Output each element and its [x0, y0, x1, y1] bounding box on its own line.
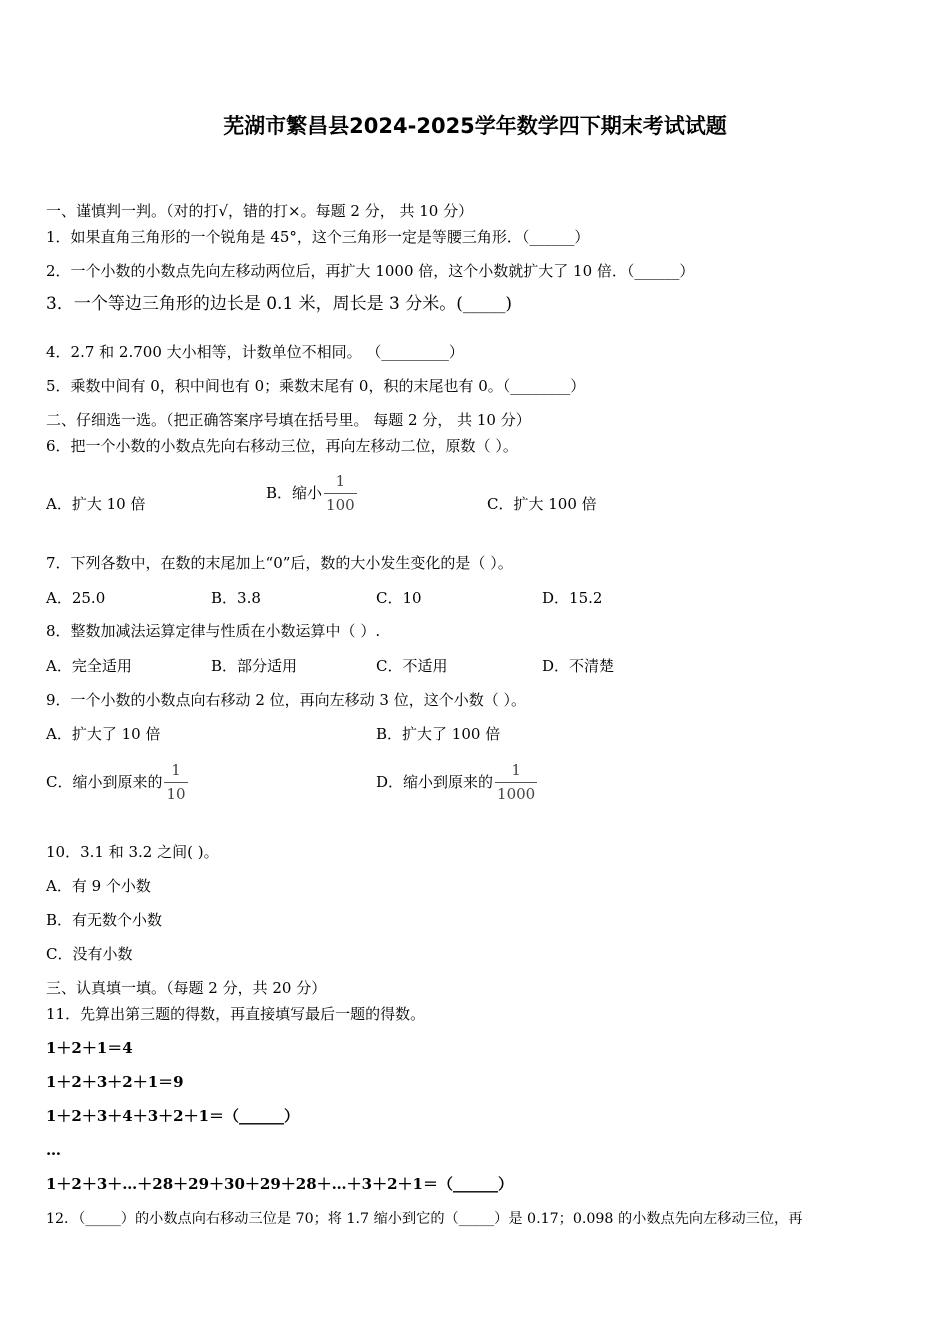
q10-option-b: B．有无数个小数	[46, 911, 163, 929]
fraction-denominator: 1000	[495, 782, 537, 804]
question-4: 4．2.7 和 2.700 大小相等，计数单位不相同。 （_________）	[46, 343, 464, 361]
q6-option-b	[266, 469, 357, 517]
q7-option-c: C．10	[376, 589, 422, 607]
q11-line-1: 1＋2＋1＝4	[46, 1039, 133, 1057]
q10-option-c: C．没有小数	[46, 945, 133, 963]
question-12: 12．（_____）的小数点向右移动三位是 70；将 1.7 缩小到它的（_____）是 0.17；0.098 的小数点先向左移动三位，再	[46, 1211, 803, 1227]
fraction-denominator: 100	[324, 493, 357, 515]
q9-option-b: B．扩大了 100 倍	[376, 725, 501, 743]
question-8: 8．整数加减法运算定律与性质在小数运算中（ ）.	[46, 622, 381, 640]
fraction-numerator: 1	[335, 471, 346, 490]
q6-option-c: C．扩大 100 倍	[487, 495, 597, 513]
q9-option-d	[376, 758, 537, 806]
fraction-numerator: 1	[511, 760, 521, 779]
q8-option-b: B．部分适用	[211, 657, 298, 675]
fraction-denominator: 10	[164, 782, 187, 804]
fraction	[164, 761, 187, 804]
q9-option-c-label: C．缩小到原来的	[46, 773, 163, 791]
question-11: 11．先算出第三题的得数，再直接填写最后一题的得数。	[46, 1005, 426, 1023]
q9-option-a: A．扩大了 10 倍	[46, 725, 161, 743]
q10-option-a: A．有 9 个小数	[46, 877, 151, 895]
q9-option-d-label: D．缩小到原来的	[376, 773, 494, 791]
question-2: 2．一个小数的小数点先向左移动两位后，再扩大 1000 倍，这个小数就扩大了 10 倍．（______）	[46, 262, 695, 280]
q8-option-c: C．不适用	[376, 657, 448, 675]
q11-line-3: 1＋2＋3＋4＋3＋2＋1＝（______）	[46, 1107, 300, 1125]
question-10: 10．3.1 和 3.2 之间( )。	[46, 843, 219, 861]
question-1: 1．如果直角三角形的一个锐角是 45°，这个三角形一定是等腰三角形．（______）	[46, 228, 590, 246]
q6-option-a: A．扩大 10 倍	[46, 495, 146, 513]
page-title: 芜湖市繁昌县2024-2025学年数学四下期末考试试题	[223, 114, 727, 138]
q7-option-b: B．3.8	[211, 589, 261, 607]
question-7: 7．下列各数中，在数的末尾加上“0”后，数的大小发生变化的是（ ）。	[46, 554, 513, 572]
q7-option-d: D．15.2	[542, 589, 603, 607]
q8-option-d: D．不清楚	[542, 657, 615, 675]
fraction	[324, 472, 357, 515]
q11-line-5: 1＋2＋3＋…＋28＋29＋30＋29＋28＋…＋3＋2＋1＝（______）	[46, 1175, 513, 1193]
section-heading-1: 一、谨慎判一判。（对的打√，错的打×。每题 2 分， 共 10 分）	[46, 202, 474, 220]
q11-line-2: 1＋2＋3＋2＋1＝9	[46, 1073, 184, 1091]
fraction-numerator: 1	[171, 760, 181, 779]
q6-option-b-label: B．缩小	[266, 484, 323, 502]
question-9: 9．一个小数的小数点向右移动 2 位，再向左移动 3 位，这个小数（ ）。	[46, 691, 526, 709]
question-6: 6．把一个小数的小数点先向右移动三位，再向左移动二位，原数（ ）。	[46, 437, 518, 455]
q7-option-a: A．25.0	[46, 589, 106, 607]
question-5: 5．乘数中间有 0，积中间也有 0；乘数末尾有 0，积的末尾也有 0。（________）	[46, 377, 586, 395]
question-3: 3．一个等边三角形的边长是 0.1 米，周长是 3 分米。(_____)	[46, 294, 513, 314]
q8-option-a: A．完全适用	[46, 657, 132, 675]
q11-line-4: …	[46, 1141, 61, 1159]
section-heading-3: 三、认真填一填。（每题 2 分，共 20 分）	[46, 979, 327, 997]
section-heading-2: 二、仔细选一选。（把正确答案序号填在括号里。 每题 2 分， 共 10 分）	[46, 411, 531, 429]
q9-option-c	[46, 758, 188, 806]
fraction	[495, 761, 537, 804]
